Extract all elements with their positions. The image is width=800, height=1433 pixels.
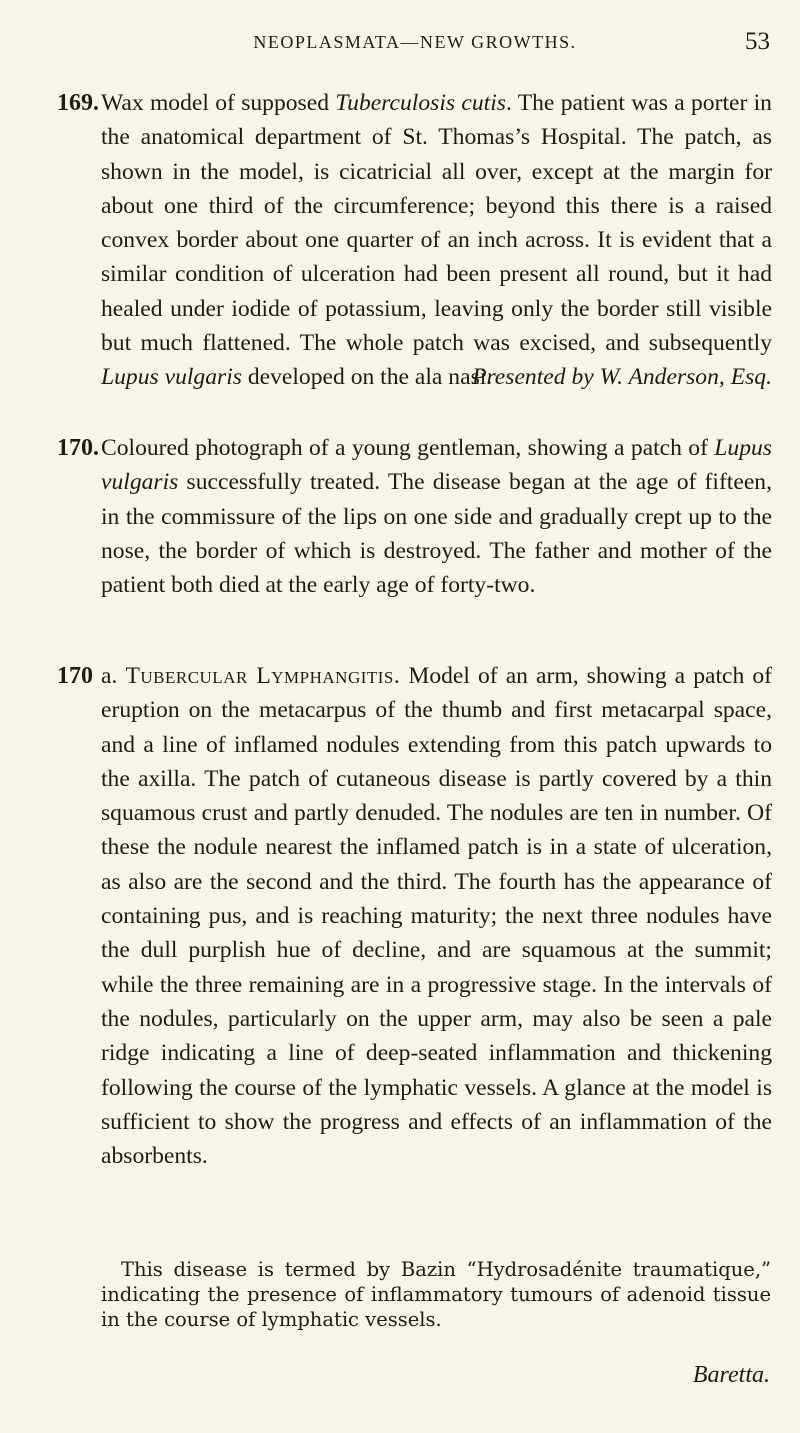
entry-text-part: successfully treated. The disease began at the age of fifteen, in the commissure of the lips on one side and gradually crept up to the nose, the border of which is destroyed. The father and mother of the patient both died at the early age of forty-two. <box>101 469 772 599</box>
entry-title: Tubercular Lymphangitis. <box>125 663 401 689</box>
entry-italic-term: Tuberculosis cutis <box>335 90 506 116</box>
entry-number: 170 <box>57 663 93 689</box>
entry-italic-term: Lupus vulgaris <box>101 435 772 496</box>
entry-letter: a. <box>101 663 118 689</box>
entry-number: 170. <box>57 435 99 461</box>
entry-number: 169. <box>57 90 99 116</box>
entry-text <box>101 431 772 602</box>
entry-text-part: developed on the ala nasi. <box>241 364 493 391</box>
entry-text <box>101 659 772 1173</box>
entry-text <box>101 86 772 395</box>
catalogue-entry-170 <box>57 431 772 602</box>
presented-by: Presented by W. Anderson, Esq. <box>472 364 772 391</box>
entry-italic-term: Lupus vulgaris <box>101 364 242 391</box>
entry-text-part: Wax model of supposed <box>101 90 336 116</box>
entry-text-part: Model of an arm, showing a patch of eruption on the metacarpus of the thumb and first metacarpal space, and a line of inflamed nodules extending from this patch upwards to the axilla. The patch of cutaneous disease is partly covered by a thin squamous crust and partly denuded. The nodules are ten in number. Of these the nodule nearest the inflamed patch is in a state of ulceration, as also are the second and the third. The fourth has the appearance of containing pus, and is reaching maturity; the next three nodules have the dull purplish hue of decline, and are squamous at the summit; while the three remaining are in a progressive stage. In the intervals of the nodules, particularly on the upper arm, may also be seen a pale ridge indicating a line of deep-seated inflammation and thickening following the course of the lymphatic vessels. A glance at the model is sufficient to show the progress and effects of an inflammation of the absorbents. <box>101 663 772 1170</box>
footnote-paragraph: This disease is termed by Bazin “Hydrosadénite traumatique,” indicating the presence of inflammatory tumours of adenoid tissue in the course of lymphatic vessels. <box>101 1258 771 1331</box>
footnote-signature: Baretta. <box>692 1362 770 1388</box>
entry-text-part: . The patient was a porter in the anatomical department of St. Thomas’s Hospital. The patch, as shown in the model, is cicatricial all over, except at the margin for about one third of the circumference; beyond this there is a raised convex border about one quarter of an inch across. It is evident that a similar condition of ulceration had been present all round, but it had healed under iodide of potassium, leaving only the border still visible but much flattened. The whole patch was excised, and subsequently <box>101 90 772 357</box>
entry-text-part: Coloured photograph of a young gentleman, showing a patch of <box>101 435 715 461</box>
page-number: 53 <box>745 28 770 55</box>
catalogue-entry-169 <box>57 86 772 395</box>
page-header <box>60 28 770 58</box>
catalogue-entry-170a <box>57 659 772 1173</box>
running-head: NEOPLASMATA—NEW GROWTHS. <box>253 32 577 52</box>
